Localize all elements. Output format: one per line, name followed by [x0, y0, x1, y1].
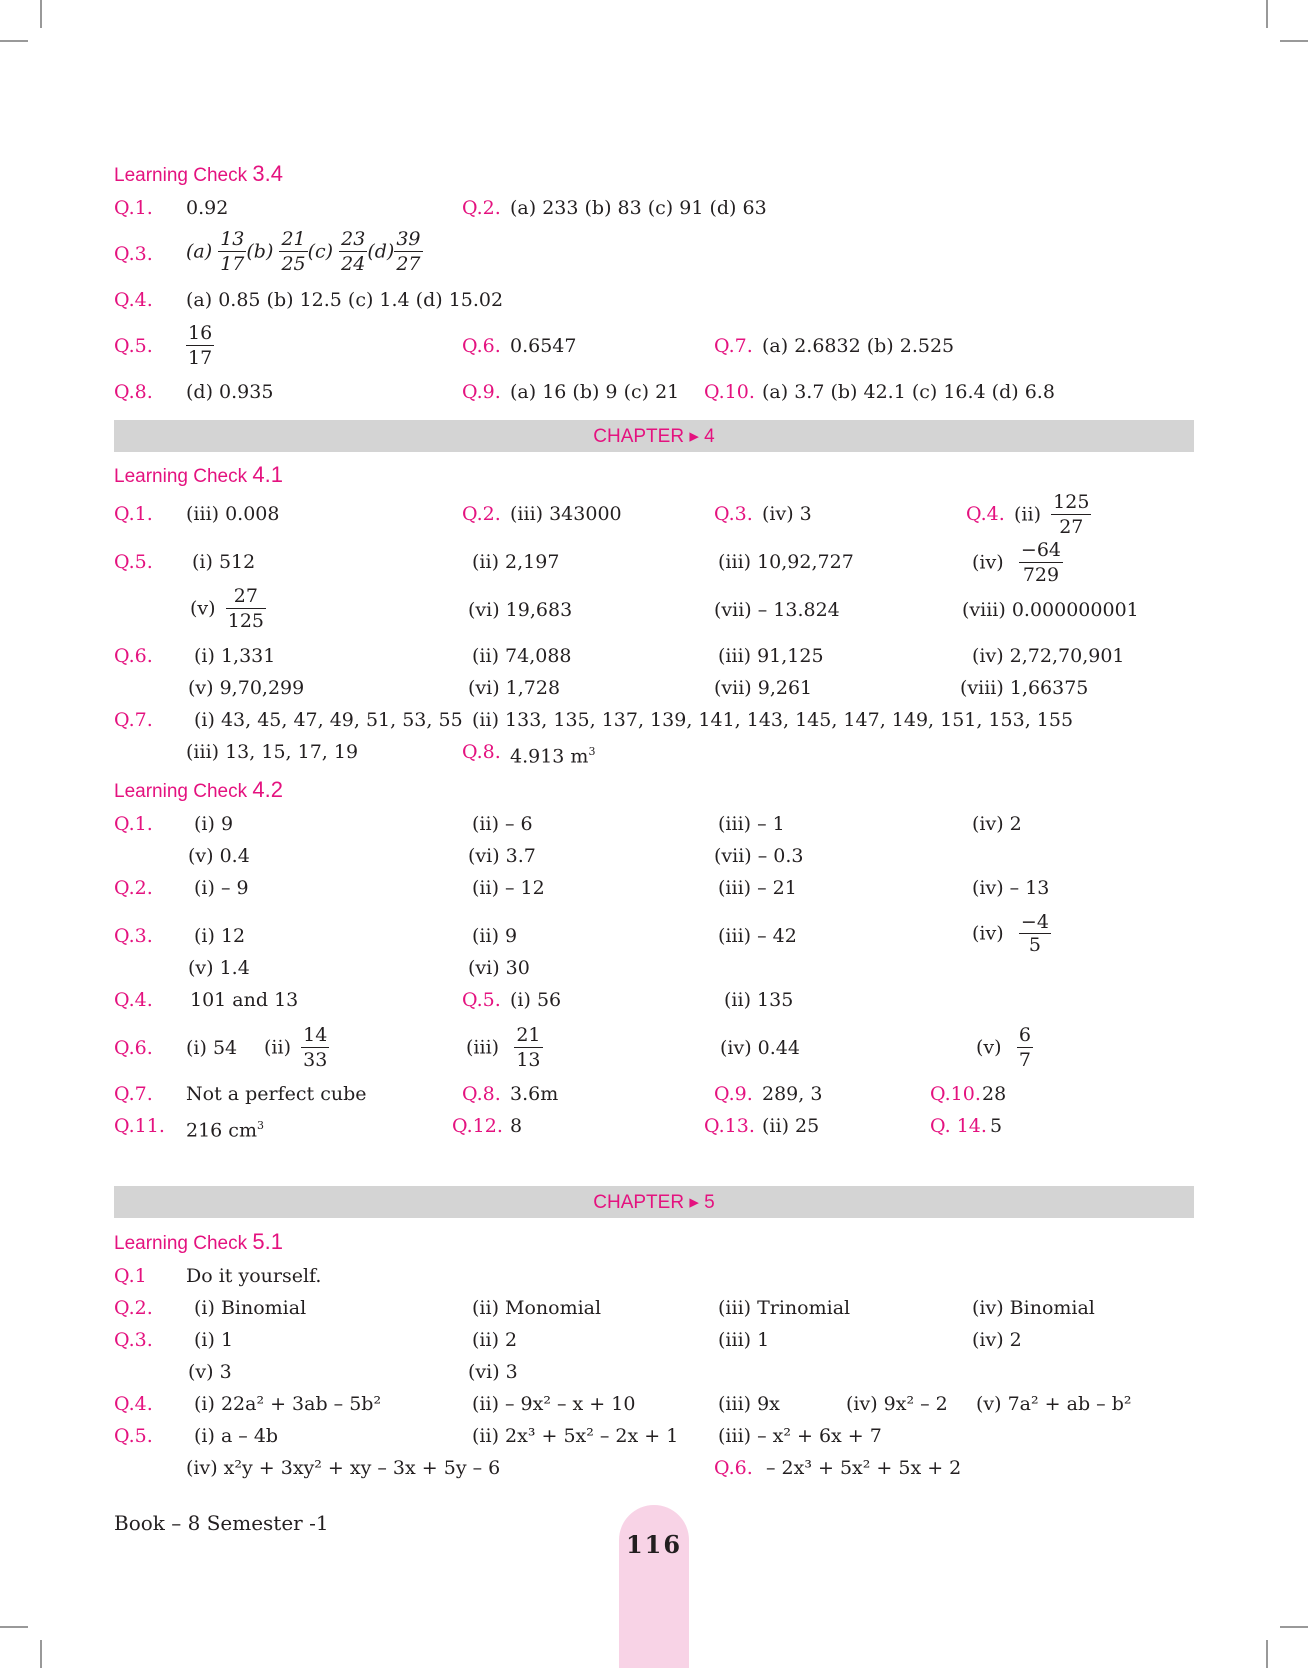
- answer: (iii) – x² + 6x + 7: [718, 1425, 882, 1447]
- answer: (ii) – 6: [472, 813, 533, 835]
- question-label: Q.10.: [704, 381, 755, 403]
- answer: Do it yourself.: [186, 1265, 322, 1287]
- answer: (ii) – 9x² – x + 10: [472, 1393, 636, 1415]
- question-label: Q.1.: [114, 197, 153, 219]
- answer: (iii) – 21: [718, 877, 797, 899]
- question-label: Q.8.: [462, 741, 501, 763]
- answer-fraction: (iii) $\frac{21}{13}$: [466, 1024, 541, 1071]
- answer: (vi) 19,683: [468, 599, 573, 621]
- answer: (ii) 133, 135, 137, 139, 141, 143, 145, 147, 149, 151, 153, 155: [472, 709, 1074, 731]
- question-label: Q.3.: [114, 243, 153, 265]
- crop-mark: [0, 1626, 28, 1628]
- answer: 216 $cm^3$: [186, 1119, 264, 1142]
- answer-fractions: (a) $\frac{13}{17}$ (b) $\frac{21}{25}$ (c) $\frac{23}{24}$ (d) $\frac{39}{27}$: [186, 228, 421, 275]
- answer: Not a perfect cube: [186, 1083, 367, 1105]
- answer: 0.6547: [510, 335, 577, 357]
- answer: (viii) 1,66375: [960, 677, 1089, 699]
- answer: (viii) 0.000000001: [962, 599, 1139, 621]
- answer: (ii) 2: [472, 1329, 518, 1351]
- answer: (iv) 2: [972, 813, 1022, 835]
- answer: (ii) 9: [472, 925, 518, 947]
- question-label: Q.2.: [462, 197, 501, 219]
- question-label: Q.8.: [462, 1083, 501, 1105]
- question-label: Q.4.: [114, 1393, 153, 1415]
- answer: (a) 0.85 (b) 12.5 (c) 1.4 (d) 15.02: [186, 289, 504, 311]
- answer: (i) 512: [192, 551, 256, 573]
- question-label: Q.11.: [114, 1115, 165, 1137]
- answer: (i) 1: [194, 1329, 234, 1351]
- section-heading-3-4: Learning Check 3.4: [114, 161, 283, 186]
- answer: 28: [982, 1083, 1007, 1105]
- answer: 4.913 $m^3$: [510, 745, 596, 768]
- answer: 0.92: [186, 197, 229, 219]
- crop-mark: [40, 0, 42, 28]
- answer: (vi) 1,728: [468, 677, 561, 699]
- answer: (ii) 2,197: [472, 551, 560, 573]
- question-label: Q.4.: [114, 989, 153, 1011]
- question-label: Q.6.: [114, 1037, 153, 1059]
- answer: (iii) 91,125: [718, 645, 824, 667]
- question-label: Q.7.: [114, 1083, 153, 1105]
- answer-fraction: $\frac{16}{17}$: [188, 322, 213, 369]
- question-label: Q.7.: [114, 709, 153, 731]
- fraction: $\frac{23}{24}$: [341, 228, 366, 275]
- answer: (iv) 0.44: [720, 1037, 800, 1059]
- question-label: Q.9.: [462, 381, 501, 403]
- answer: (v) 3: [188, 1361, 232, 1383]
- crop-mark: [1266, 0, 1268, 28]
- question-label: Q. 14.: [930, 1115, 987, 1137]
- answer: (iii) 1: [718, 1329, 770, 1351]
- question-label: Q.8.: [114, 381, 153, 403]
- answer: (iv) 2: [972, 1329, 1022, 1351]
- answer: (a) 233 (b) 83 (c) 91 (d) 63: [510, 197, 767, 219]
- answer: (ii) 74,088: [472, 645, 572, 667]
- answer-fraction: (ii) $\frac{14}{33}$: [264, 1024, 328, 1071]
- answer: 8: [510, 1115, 523, 1137]
- chapter-banner: [114, 1186, 1194, 1218]
- answer: (iv) 2,72,70,901: [972, 645, 1125, 667]
- question-label: Q.3.: [714, 503, 753, 525]
- answer: (vii) 9,261: [714, 677, 813, 699]
- answer: (v) 7a² + ab – b²: [976, 1393, 1132, 1415]
- question-label: Q.5.: [114, 1425, 153, 1447]
- answer-fraction: (v) $\frac{6}{7}$: [976, 1024, 1031, 1071]
- answer: – 2x³ + 5x² + 5x + 2: [766, 1457, 962, 1479]
- answer: (v) 0.4: [188, 845, 250, 867]
- answer: (iv) 9x² – 2: [846, 1393, 948, 1415]
- answer: (a) 3.7 (b) 42.1 (c) 16.4 (d) 6.8: [762, 381, 1055, 403]
- answer: (iv) x²y + 3xy² + xy – 3x + 5y – 6: [186, 1457, 501, 1479]
- question-label: Q.2.: [114, 1297, 153, 1319]
- crop-mark: [0, 40, 28, 42]
- answer: (ii) 2x³ + 5x² – 2x + 1: [472, 1425, 679, 1447]
- answer: (i) Binomial: [194, 1297, 307, 1319]
- answer: (i) 22a² + 3ab – 5b²: [194, 1393, 382, 1415]
- answer: (vii) – 0.3: [714, 845, 804, 867]
- answer: (iii) 10,92,727: [718, 551, 854, 573]
- question-label: Q.12.: [452, 1115, 503, 1137]
- answer: (iv) – 13: [972, 877, 1050, 899]
- answer: (iii) 0.008: [186, 503, 280, 525]
- question-label: Q.6.: [714, 1457, 753, 1479]
- answer: (iv) Binomial: [972, 1297, 1095, 1319]
- chapter-title: CHAPTER ▸ 5: [593, 1192, 715, 1213]
- fraction: $\frac{39}{27}$: [396, 228, 421, 275]
- answer: (ii) 25: [762, 1115, 820, 1137]
- answer: (iii) – 1: [718, 813, 785, 835]
- crop-mark: [40, 1640, 42, 1668]
- answer: (vi) 3: [468, 1361, 518, 1383]
- answer: (vii) – 13.824: [714, 599, 840, 621]
- answer: (i) 1,331: [194, 645, 276, 667]
- answer: (i) – 9: [194, 877, 249, 899]
- question-label: Q.5.: [462, 989, 501, 1011]
- answer: 5: [990, 1115, 1003, 1137]
- question-label: Q.1.: [114, 503, 153, 525]
- answer: (a) 16 (b) 9 (c) 21: [510, 381, 680, 403]
- question-label: Q.3.: [114, 925, 153, 947]
- answer: (d) 0.935: [186, 381, 274, 403]
- answer: (vi) 3.7: [468, 845, 536, 867]
- fraction: $\frac{21}{25}$: [281, 228, 306, 275]
- crop-mark: [1280, 1626, 1308, 1628]
- answer-fraction: (iv) $\frac{-64}{729}$: [972, 539, 1062, 586]
- answer: (iii) 343000: [510, 503, 622, 525]
- answer-fraction: (iv) $\frac{-4}{5}$: [972, 911, 1049, 956]
- question-label: Q.6.: [462, 335, 501, 357]
- answer: (vi) 30: [468, 957, 530, 979]
- answer: (ii) 135: [724, 989, 794, 1011]
- answer: (ii) Monomial: [472, 1297, 602, 1319]
- answer: (v) 9,70,299: [188, 677, 305, 699]
- answer: (ii) – 12: [472, 877, 545, 899]
- question-label: Q.13.: [704, 1115, 755, 1137]
- answer: (v) 1.4: [188, 957, 250, 979]
- section-heading-4-1: Learning Check 4.1: [114, 462, 283, 487]
- question-label: Q.5.: [114, 335, 153, 357]
- answer: (a) 2.6832 (b) 2.525: [762, 335, 955, 357]
- question-label: Q.2.: [114, 877, 153, 899]
- answer-fraction: (v) $\frac{27}{125}$: [190, 585, 264, 632]
- answer: (iv) 3: [762, 503, 812, 525]
- question-label: Q.1.: [114, 813, 153, 835]
- answer: 3.6m: [510, 1083, 559, 1105]
- crop-mark: [1280, 40, 1308, 42]
- question-label: Q.7.: [714, 335, 753, 357]
- question-label: Q.1: [114, 1265, 147, 1287]
- section-heading-4-2: Learning Check 4.2: [114, 777, 283, 802]
- answer: (iii) 13, 15, 17, 19: [186, 741, 359, 763]
- question-label: Q.9.: [714, 1083, 753, 1105]
- section-heading-5-1: Learning Check 5.1: [114, 1229, 283, 1254]
- question-label: Q.3.: [114, 1329, 153, 1351]
- answer: 289, 3: [762, 1083, 823, 1105]
- crop-mark: [1266, 1640, 1268, 1668]
- answer-fraction: (ii) $\frac{125}{27}$: [1014, 491, 1090, 538]
- question-label: Q.5.: [114, 551, 153, 573]
- answer: 101 and 13: [190, 989, 299, 1011]
- answer: (i) 54: [186, 1037, 238, 1059]
- question-label: Q.4.: [966, 503, 1005, 525]
- answer: (iii) 9x: [718, 1393, 780, 1415]
- question-label: Q.10.: [930, 1083, 981, 1105]
- footer-book-label: Book – 8 Semester -1: [114, 1511, 329, 1535]
- chapter-banner: [114, 420, 1194, 452]
- answer: (i) 12: [194, 925, 246, 947]
- fraction: $\frac{13}{17}$: [220, 228, 245, 275]
- question-label: Q.6.: [114, 645, 153, 667]
- answer: (i) a – 4b: [194, 1425, 279, 1447]
- answer: (i) 43, 45, 47, 49, 51, 53, 55: [194, 709, 463, 731]
- answer: (i) 56: [510, 989, 562, 1011]
- answer: (i) 9: [194, 813, 234, 835]
- question-label: Q.2.: [462, 503, 501, 525]
- page-number: 116: [625, 1530, 683, 1559]
- chapter-title: CHAPTER ▸ 4: [593, 426, 715, 447]
- question-label: Q.4.: [114, 289, 153, 311]
- answer: (iii) – 42: [718, 925, 797, 947]
- answer: (iii) Trinomial: [718, 1297, 851, 1319]
